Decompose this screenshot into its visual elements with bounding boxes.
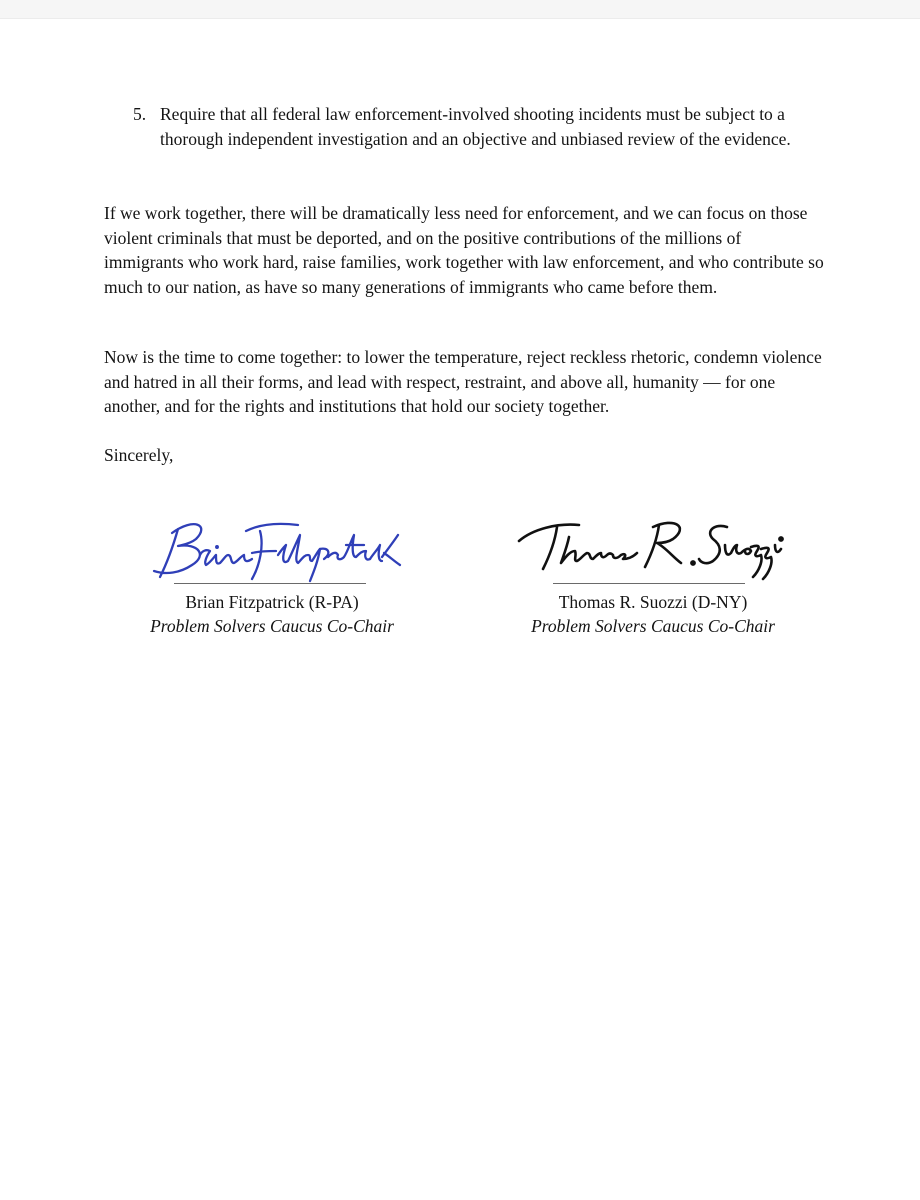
signatory-title: Problem Solvers Caucus Co-Chair (150, 616, 394, 636)
signature-line (174, 583, 366, 584)
handwritten-signature (132, 505, 412, 585)
handwritten-signature (513, 505, 793, 585)
signature-line (553, 583, 745, 584)
signatory-name: Brian Fitzpatrick (R-PA) (185, 592, 359, 612)
closing-salutation: Sincerely, (104, 445, 174, 465)
signatory-name: Thomas R. Suozzi (D-NY) (558, 592, 748, 612)
signature-block-suozzi (513, 505, 793, 645)
signatory-title: Problem Solvers Caucus Co-Chair (531, 616, 775, 636)
signature-block-fitzpatrick (132, 505, 412, 645)
body-paragraph: Now is the time to come together: to lower the temperature, reject reckless rhetoric, condemn violence and hatred in all their forms, and lead with respect, restraint, and above all, humanity — for one another, and for the rights and institutions that hold our society together. (104, 347, 822, 416)
list-item-text: Require that all federal law enforcement-involved shooting incidents must be subject to a thorough independent investigation and an objective and unbiased review of the evidence. (160, 104, 791, 149)
list-item-number: 5. (133, 104, 147, 124)
body-paragraph: If we work together, there will be dramatically less need for enforcement, and we can focus on those violent criminals that must be deported, and on the positive contributions of the millions of immigrants who work hard, raise families, work together with law enforcement, and who contribute so much to our nation, as have so many generations of immigrants who came before them. (104, 203, 824, 297)
